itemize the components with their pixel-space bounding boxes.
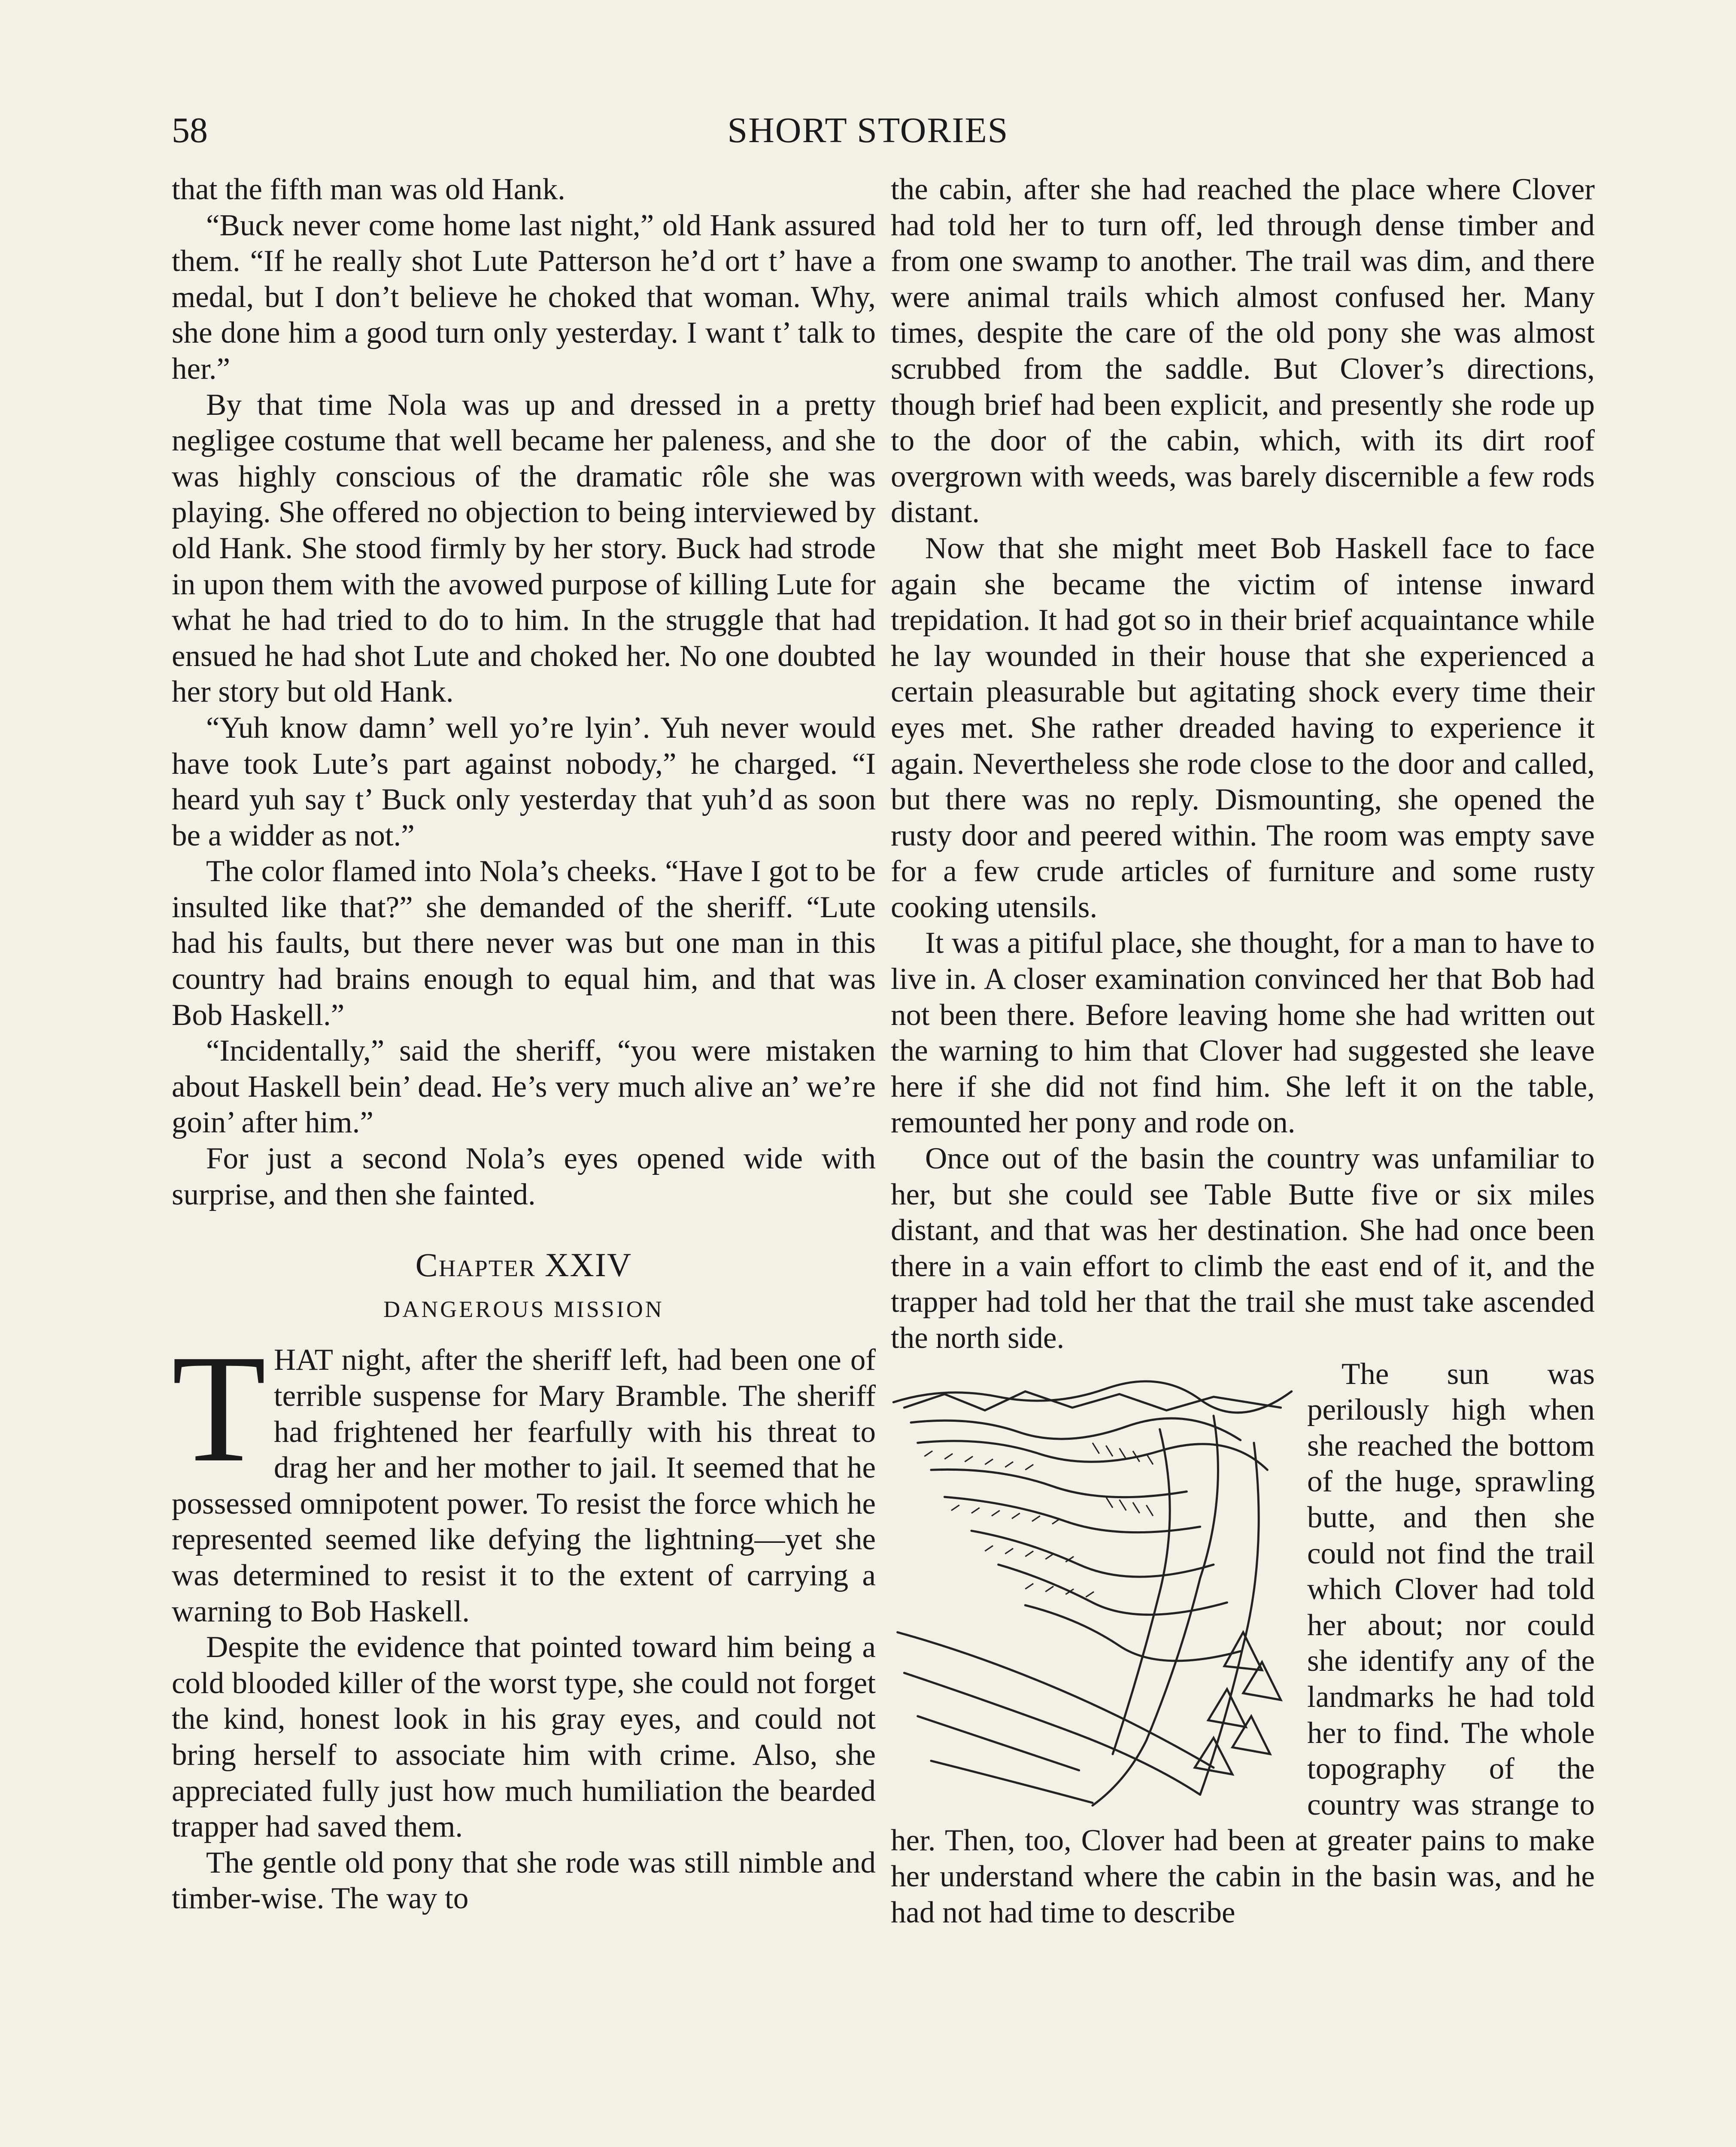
chapter-heading: Chapter XXIV	[415, 1246, 632, 1284]
paragraph: the cabin, after she had reached the place where Clover had told her to turn off, led through dense timber and from one swamp to another. The trail was dim, and there were animal trails which almost confused her. Many times, despite the care of the old pony she was almost scrubbed from the saddle. But Clover’s directions, though brief had been explicit, and presently she rode up to the door of the cabin, which, with its dirt roof overgrown with weeds, was barely discernible a few rods distant.	[891, 173, 1595, 529]
running-head	[172, 109, 1564, 165]
paragraph: Despite the evidence that pointed toward him being a cold blooded killer of the worst type, she could not forget the kind, honest look in his gray eyes, and could not bring herself to associate him with crime. Also, she appreciated fully just how much humiliation the bearded trapper had saved them.	[172, 1630, 876, 1844]
chapter-opening-paragraph	[172, 1323, 876, 1630]
paragraph: By that time Nola was up and dressed in a pretty negligee costume that well became her paleness, and she was highly conscious of the dramatic rôle she was playing. She offered no objection to being interviewed by old Hank. She stood firmly by her story. Buck had strode in upon them with the avowed purpose of killing Lute for what he had tried to do to him. In the struggle that had ensued he had shot Lute and choked her. No one doubted her story but old Hank.	[172, 388, 876, 709]
butte-landscape-illustration	[891, 1362, 1294, 1808]
paragraph: that the fifth man was old Hank.	[172, 173, 565, 206]
magazine-title: SHORT STORIES	[727, 110, 1009, 150]
paragraph: “Incidentally,” said the sheriff, “you were mistaken about Haskell bein’ dead. He’s very much alive an’ we’re goin’ after him.”	[172, 1034, 876, 1140]
paragraph: For just a second Nola’s eyes opened wide with surprise, and then she fainted.	[172, 1142, 876, 1211]
right-column	[891, 172, 1595, 1931]
paragraph: It was a pitiful place, she thought, for a man to have to live in. A closer examination convinced her that Bob had not been there. Before leaving home she had written out the warning to him that Clover had suggested she leave here if she did not find him. She left it on the table, remounted her pony and rode on.	[891, 926, 1595, 1140]
paragraph: The color flamed into Nola’s cheeks. “Have I got to be insulted like that?” she demanded of the sheriff. “Lute had his faults, but there never was but one man in this country had brains enough to equal him, and that was Bob Haskell.”	[172, 855, 876, 1032]
paragraph: “Buck never come home last night,” old Hank assured them. “If he really shot Lute Patterson he’d ort t’ have a medal, but I don’t believe he choked that woman. Why, she done him a good turn only yesterday. I want t’ talk to her.”	[172, 208, 876, 386]
paragraph: “Yuh know damn’ well yo’re lyin’. Yuh never would have took Lute’s part against nobody,” he charged. “I heard yuh say t’ Buck only yesterday that yuh’d as soon be a widder as not.”	[172, 711, 876, 852]
paragraph: The gentle old pony that she rode was still nimble and timber-wise. The way to	[172, 1846, 876, 1916]
left-column	[172, 172, 876, 1917]
chapter-subtitle: DANGEROUS MISSION	[383, 1296, 664, 1322]
paragraph: Now that she might meet Bob Haskell face to face again she became the victim of intense inward trepidation. It had got so in their brief acquaintance while he lay wounded in their house that she experienced a certain pleasurable but agitating shock every time their eyes met. She rather dreaded having to experience it again. Nevertheless she rode close to the door and called, but there was no reply. Dismounting, she opened the rusty door and peered within. The room was empty save for a few crude articles of furniture and some rusty cooking utensils.	[891, 531, 1595, 924]
drop-cap: T	[172, 1323, 266, 1494]
paragraph: Once out of the basin the country was unfamiliar to her, but she could see Table Butte five or six miles distant, and that was her destination. She had once been there in a vain effort to climb the east end of it, and the trapper had told her that the trail she must take ascended the north side.	[891, 1142, 1595, 1355]
paragraph-text: The sun was perilously high when she reached the bottom of the huge, sprawling butte, and then she could not find the trail which Clover had told her about; nor could she identify any of the landmarks he had told her to find. The whole topography of the country was strange to her. Then, too, Clover had been at greater pains to make her understand where the cabin in the basin was, and he had not had time to describe	[891, 1357, 1595, 1929]
paragraph-text: HAT night, after the sheriff left, had been one of terrible suspense for Mary Bramble. The sheriff had frightened her fearfully with his threat to drag her and her mother to jail. It seemed that he possessed omnipotent power. To resist the force which he represented seemed like defying the lightning—yet she was determined to resist it to the extent of carrying a warning to Bob Haskell.	[172, 1343, 876, 1628]
page-number: 58	[172, 110, 208, 150]
paragraph-with-illustration	[891, 1356, 1595, 1931]
